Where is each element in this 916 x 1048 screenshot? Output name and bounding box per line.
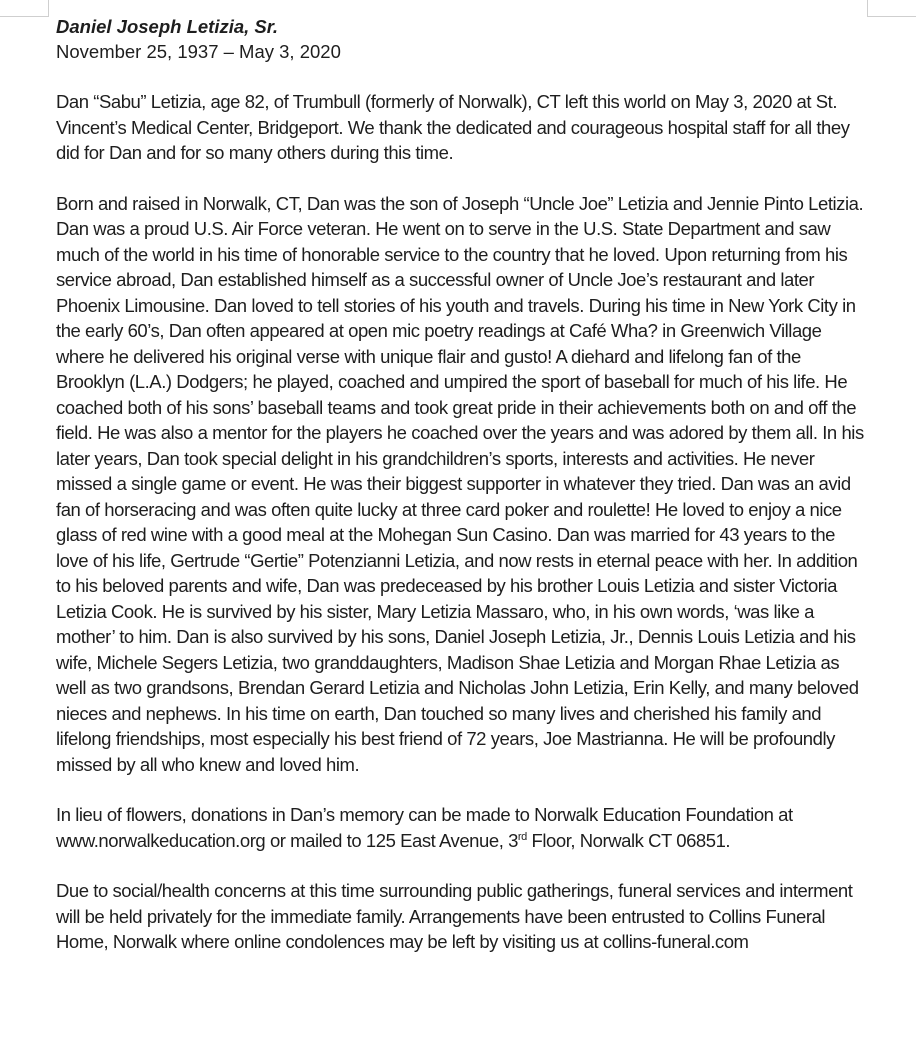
page-corner-mark-right [867, 0, 916, 17]
deceased-name: Daniel Joseph Letizia, Sr. [56, 16, 279, 37]
intro-paragraph: Dan “Sabu” Letizia, age 82, of Trumbull (formerly of Norwalk), CT left this world on May 3, 2020 at St. Vincent’s Medical Center, Bridgeport. We thank the dedicated and courageous hospital staff for all they did for Dan and for so many others during this time. [56, 91, 850, 163]
donations-text-start: In lieu of flowers, donations in Dan’s memory can be made to Norwalk Education Foundation at www.norwalkeducation.org or mailed to 125 East Avenue, 3 [56, 804, 793, 851]
services-paragraph: Due to social/health concerns at this time surrounding public gatherings, funeral services and interment will be held privately for the immediate family. Arrangements have been entrusted to Collins Funeral Home, Norwalk where online condolences may be left by visiting us at collins-funeral.com [56, 880, 853, 952]
page-corner-mark-left [0, 0, 49, 17]
life-story-paragraph: Born and raised in Norwalk, CT, Dan was the son of Joseph “Uncle Joe” Letizia and Jennie Pinto Letizia. Dan was a proud U.S. Air Force veteran. He went on to serve in the U.S. State Department and saw much of the world in his time of honorable service to the country that he loved. Upon returning from his service abroad, Dan established himself as a successful owner of Uncle Joe’s restaurant and later Phoenix Limousine. Dan loved to tell stories of his youth and travels. During his time in New York City in the early 60’s, Dan often appeared at open mic poetry readings at Café Wha? in Greenwich Village where he delivered his original verse with unique flair and gusto! A diehard and lifelong fan of the Brooklyn (L.A.) Dodgers; he played, coached and umpired the sport of baseball for much of his life. He coached both of his sons’ baseball teams and took great pride in their achievements both on and off the field. He was also a mentor for the players he coached over the years and was adored by them all. In his later years, Dan took special delight in his grandchildren’s sports, interests and activities. He never missed a single game or event. He was their biggest supporter in whatever they tried. Dan was an avid fan of horseracing and was often quite lucky at three card poker and roulette! He loved to enjoy a nice glass of red wine with a good meal at the Mohegan Sun Casino. Dan was married for 43 years to the love of his life, Gertrude “Gertie” Potenzianni Letizia, and now rests in eternal peace with her. In addition to his beloved parents and wife, Dan was predeceased by his brother Louis Letizia and sister Victoria Letizia Cook. He is survived by his sister, Mary Letizia Massaro, who, in his own words, ‘was like a mother’ to him. Dan is also survived by his sons, Daniel Joseph Letizia, Jr., Dennis Louis Letizia and his wife, Michele Segers Letizia, two granddaughters, Madison Shae Letizia and Morgan Rhae Letizia as well as two grandsons, Brendan Gerard Letizia and Nicholas John Letizia, Erin Kelly, and many beloved nieces and nephews. In his time on earth, Dan touched so many lives and cherished his family and lifelong friendships, most especially his best friend of 72 years, Joe Mastrianna. He will be profoundly missed by all who knew and loved him. [56, 192, 864, 775]
life-dates: November 25, 1937 – May 3, 2020 [56, 41, 341, 62]
donations-text-end: Floor, Norwalk CT 06851. [526, 829, 731, 851]
obituary-document [56, 14, 870, 955]
ordinal-suffix: rd [517, 830, 527, 843]
donations-paragraph [56, 802, 870, 853]
